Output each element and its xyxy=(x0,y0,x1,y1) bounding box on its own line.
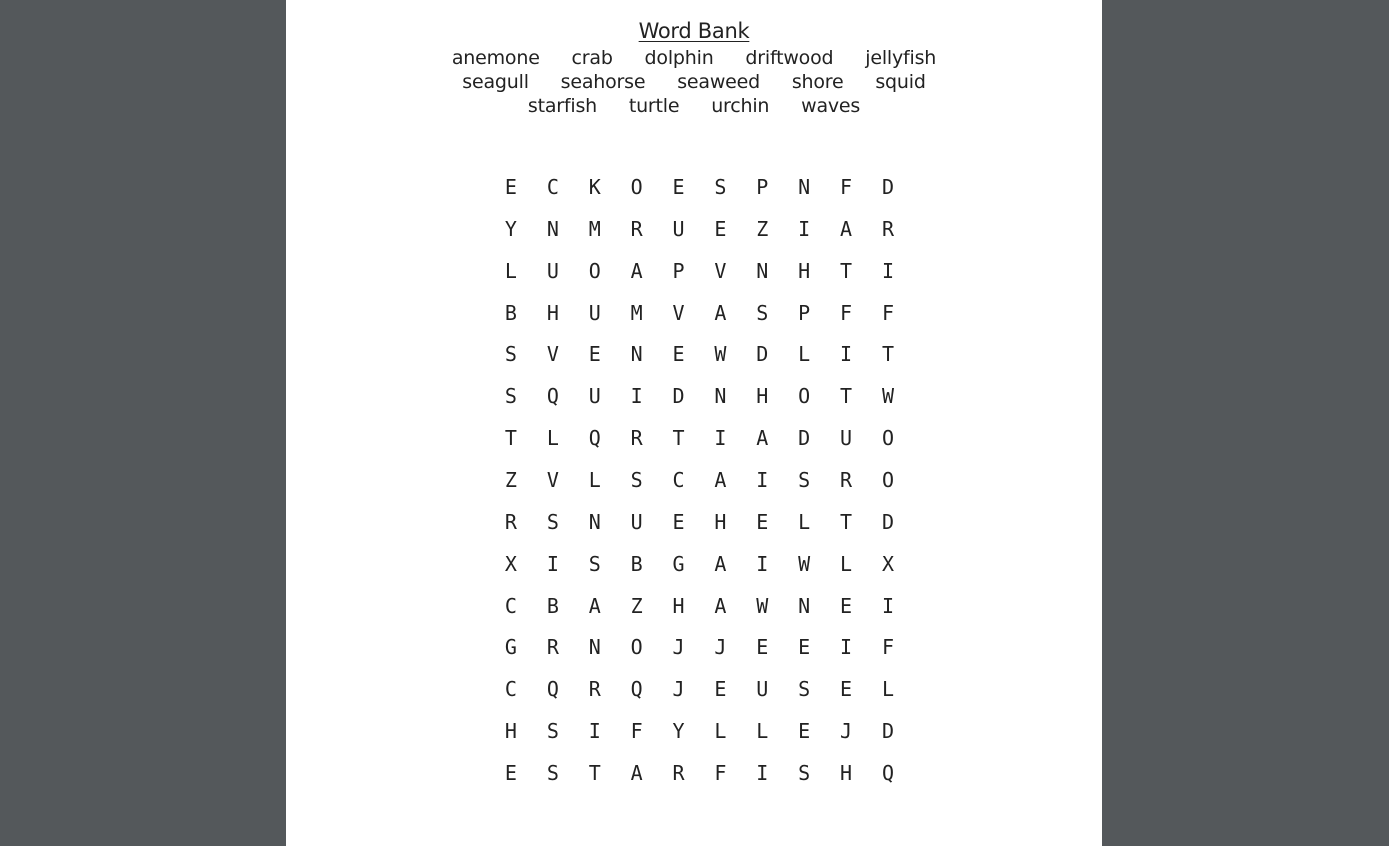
grid-cell: J xyxy=(672,635,685,660)
grid-cell: L xyxy=(840,551,853,576)
word-bank-word: seahorse xyxy=(560,71,646,93)
grid-cell: B xyxy=(630,551,643,576)
grid-cell: I xyxy=(546,551,559,576)
grid-cell: L xyxy=(504,258,517,283)
grid-cell: F xyxy=(840,175,853,199)
grid-row xyxy=(490,208,909,250)
grid-cell: A xyxy=(714,300,727,325)
grid-cell: Y xyxy=(504,216,517,241)
grid-cell: N xyxy=(630,342,643,367)
grid-cell: S xyxy=(504,384,517,409)
grid-cell: Q xyxy=(546,677,559,702)
grid-row xyxy=(490,668,909,710)
grid-cell: R xyxy=(881,216,894,241)
grid-cell: H xyxy=(714,509,727,534)
grid-cell: P xyxy=(756,175,769,199)
grid-cell: A xyxy=(630,761,643,786)
grid-cell: O xyxy=(630,175,643,199)
grid-cell: I xyxy=(756,761,769,786)
grid-row xyxy=(490,333,909,375)
grid-cell: D xyxy=(881,175,894,199)
grid-cell: O xyxy=(798,384,811,409)
grid-cell: H xyxy=(546,300,559,325)
grid-cell: N xyxy=(588,509,601,534)
grid-cell: S xyxy=(546,509,559,534)
word-bank-word: shore xyxy=(791,71,844,93)
grid-cell: E xyxy=(756,635,769,660)
grid-cell: N xyxy=(714,384,727,409)
grid-cell: D xyxy=(756,342,769,367)
grid-cell: S xyxy=(504,342,517,367)
grid-cell: I xyxy=(881,593,894,618)
grid-cell: V xyxy=(714,258,727,283)
grid-cell: A xyxy=(840,216,853,241)
word-bank-title: Word Bank xyxy=(638,19,750,43)
grid-cell: S xyxy=(756,300,769,325)
grid-cell: A xyxy=(588,593,601,618)
word-bank-word: starfish xyxy=(527,95,597,117)
word-bank-word: jellyfish xyxy=(865,47,937,69)
grid-cell: G xyxy=(504,635,517,660)
word-bank-word: dolphin xyxy=(644,47,714,69)
grid-cell: L xyxy=(798,342,811,367)
grid-cell: Q xyxy=(881,761,894,786)
grid-cell: I xyxy=(588,719,601,744)
grid-cell: I xyxy=(840,635,853,660)
grid-cell: T xyxy=(504,426,517,451)
grid-cell: O xyxy=(588,258,601,283)
grid-row xyxy=(490,166,909,208)
document-page xyxy=(286,0,1102,846)
grid-cell: Q xyxy=(588,426,601,451)
grid-cell: R xyxy=(630,216,643,241)
grid-cell: T xyxy=(588,761,601,786)
grid-cell: N xyxy=(588,635,601,660)
grid-cell: R xyxy=(546,635,559,660)
grid-cell: H xyxy=(756,384,769,409)
grid-cell: N xyxy=(798,593,811,618)
grid-cell: R xyxy=(840,468,853,493)
grid-cell: E xyxy=(714,677,727,702)
grid-cell: I xyxy=(756,551,769,576)
grid-cell: L xyxy=(881,677,894,702)
grid-cell: E xyxy=(840,593,853,618)
grid-cell: Y xyxy=(672,719,685,744)
grid-cell: E xyxy=(672,175,685,199)
grid-cell: C xyxy=(546,175,559,199)
grid-cell: C xyxy=(504,593,517,618)
grid-row xyxy=(490,459,909,501)
grid-cell: B xyxy=(504,300,517,325)
grid-cell: I xyxy=(630,384,643,409)
grid-cell: D xyxy=(672,384,685,409)
grid-cell: A xyxy=(714,551,727,576)
grid-row xyxy=(490,585,909,627)
grid-row xyxy=(490,752,909,794)
grid-cell: B xyxy=(546,593,559,618)
grid-cell: M xyxy=(630,300,643,325)
grid-cell: Z xyxy=(756,216,769,241)
grid-cell: X xyxy=(504,551,517,576)
grid-cell: S xyxy=(798,468,811,493)
grid-cell: D xyxy=(881,509,894,534)
grid-cell: E xyxy=(714,216,727,241)
grid-cell: N xyxy=(756,258,769,283)
grid-cell: L xyxy=(588,468,601,493)
grid-cell: S xyxy=(798,761,811,786)
grid-cell: S xyxy=(798,677,811,702)
grid-cell: L xyxy=(546,426,559,451)
grid-cell: C xyxy=(672,468,685,493)
grid-cell: E xyxy=(588,342,601,367)
word-bank-word: turtle xyxy=(628,95,680,117)
grid-cell: V xyxy=(672,300,685,325)
word-bank-word: crab xyxy=(571,47,613,69)
grid-cell: U xyxy=(546,258,559,283)
grid-cell: A xyxy=(714,468,727,493)
grid-cell: G xyxy=(672,551,685,576)
grid-cell: E xyxy=(840,677,853,702)
grid-cell: S xyxy=(630,468,643,493)
grid-cell: T xyxy=(672,426,685,451)
grid-cell: A xyxy=(630,258,643,283)
grid-cell: V xyxy=(546,468,559,493)
grid-row xyxy=(490,626,909,668)
grid-cell: U xyxy=(630,509,643,534)
grid-cell: I xyxy=(840,342,853,367)
grid-cell: S xyxy=(714,175,727,199)
grid-cell: U xyxy=(672,216,685,241)
grid-row xyxy=(490,543,909,585)
word-bank-word: driftwood xyxy=(745,47,834,69)
word-bank-list xyxy=(436,46,952,118)
grid-cell: R xyxy=(672,761,685,786)
grid-cell: U xyxy=(588,300,601,325)
grid-row xyxy=(490,417,909,459)
grid-cell: R xyxy=(504,509,517,534)
grid-cell: O xyxy=(881,426,894,451)
grid-cell: U xyxy=(840,426,853,451)
grid-cell: H xyxy=(504,719,517,744)
grid-cell: Q xyxy=(546,384,559,409)
grid-cell: M xyxy=(588,216,601,241)
grid-cell: O xyxy=(630,635,643,660)
grid-cell: J xyxy=(672,677,685,702)
grid-cell: F xyxy=(840,300,853,325)
grid-row xyxy=(490,375,909,417)
grid-cell: E xyxy=(756,509,769,534)
word-bank-word: seaweed xyxy=(677,71,760,93)
grid-cell: I xyxy=(714,426,727,451)
word-bank-word: squid xyxy=(875,71,926,93)
word-bank-word: anemone xyxy=(451,47,540,69)
grid-cell: T xyxy=(881,342,894,367)
grid-cell: E xyxy=(672,509,685,534)
grid-cell: P xyxy=(672,258,685,283)
grid-cell: T xyxy=(840,258,853,283)
word-bank-word: urchin xyxy=(711,95,770,117)
grid-cell: Q xyxy=(630,677,643,702)
grid-cell: E xyxy=(504,761,517,786)
grid-cell: H xyxy=(672,593,685,618)
grid-cell: L xyxy=(756,719,769,744)
grid-row xyxy=(490,250,909,292)
grid-cell: O xyxy=(881,468,894,493)
grid-row xyxy=(490,292,909,334)
grid-cell: W xyxy=(798,551,811,576)
grid-cell: Z xyxy=(504,468,517,493)
grid-cell: W xyxy=(881,384,894,409)
grid-cell: R xyxy=(588,677,601,702)
grid-cell: A xyxy=(714,593,727,618)
grid-cell: E xyxy=(798,719,811,744)
grid-row xyxy=(490,710,909,752)
grid-cell: K xyxy=(588,175,601,199)
grid-cell: F xyxy=(881,300,894,325)
grid-cell: J xyxy=(840,719,853,744)
grid-cell: E xyxy=(798,635,811,660)
grid-cell: T xyxy=(840,509,853,534)
grid-cell: J xyxy=(714,635,727,660)
grid-cell: R xyxy=(630,426,643,451)
grid-cell: F xyxy=(630,719,643,744)
grid-cell: S xyxy=(546,719,559,744)
grid-cell: W xyxy=(714,342,727,367)
grid-cell: E xyxy=(504,175,517,199)
grid-cell: L xyxy=(798,509,811,534)
grid-cell: I xyxy=(881,258,894,283)
grid-cell: N xyxy=(798,175,811,199)
grid-cell: T xyxy=(840,384,853,409)
grid-cell: F xyxy=(881,635,894,660)
grid-cell: N xyxy=(546,216,559,241)
grid-row xyxy=(490,501,909,543)
grid-cell: X xyxy=(881,551,894,576)
word-search-grid xyxy=(490,166,909,794)
word-bank-word: seagull xyxy=(462,71,529,93)
grid-cell: A xyxy=(756,426,769,451)
grid-cell: D xyxy=(798,426,811,451)
grid-cell: H xyxy=(840,761,853,786)
word-bank-word: waves xyxy=(801,95,861,117)
grid-cell: F xyxy=(714,761,727,786)
grid-cell: E xyxy=(672,342,685,367)
grid-cell: L xyxy=(714,719,727,744)
grid-cell: Z xyxy=(630,593,643,618)
grid-cell: I xyxy=(756,468,769,493)
grid-cell: U xyxy=(756,677,769,702)
grid-cell: I xyxy=(798,216,811,241)
grid-cell: P xyxy=(798,300,811,325)
grid-cell: S xyxy=(588,551,601,576)
grid-cell: H xyxy=(798,258,811,283)
grid-cell: S xyxy=(546,761,559,786)
grid-cell: C xyxy=(504,677,517,702)
grid-cell: U xyxy=(588,384,601,409)
grid-cell: D xyxy=(881,719,894,744)
grid-cell: W xyxy=(756,593,769,618)
grid-cell: V xyxy=(546,342,559,367)
